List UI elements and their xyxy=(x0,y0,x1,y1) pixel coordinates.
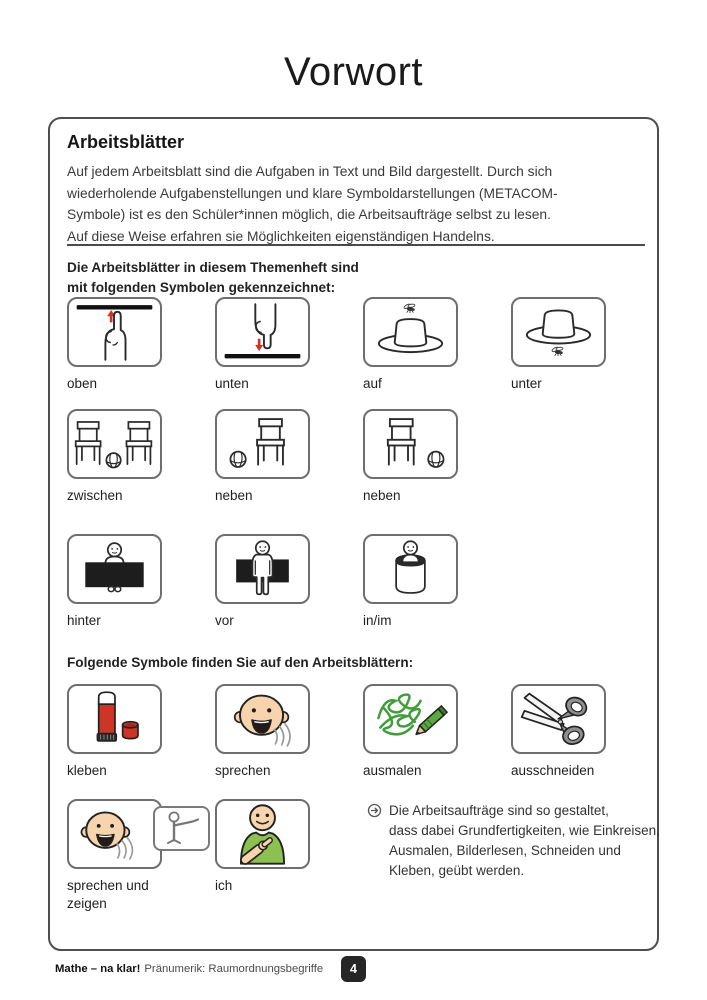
symbol-label: ausmalen xyxy=(363,763,422,778)
symbol-box xyxy=(67,799,162,869)
symbol-cell-kleben xyxy=(67,684,215,780)
section1-heading-line: mit folgenden Symbolen gekennzeichnet: xyxy=(67,280,336,295)
symbol-label: unter xyxy=(511,376,542,391)
scissors-icon xyxy=(513,684,604,754)
speaking-and-pointing-icon xyxy=(69,799,160,869)
symbol-cell-ausschneiden xyxy=(511,684,659,780)
ball-icon xyxy=(428,452,443,467)
symbol-label: in/im xyxy=(363,613,392,628)
intro-paragraph xyxy=(67,161,558,247)
symbol-cell-ich xyxy=(215,799,363,913)
symbol-cell-unten xyxy=(215,297,363,393)
symbol-label: sprechen xyxy=(215,763,271,778)
person-behind-table-icon xyxy=(69,534,160,604)
section2-heading-line: Folgende Symbole finden Sie auf den Arbeitsblättern: xyxy=(67,655,414,670)
symbol-cell-zwischen xyxy=(67,409,215,505)
symbol-cell-sprechen-zeigen xyxy=(67,799,215,913)
symbol-box xyxy=(363,409,458,479)
note-line: Kleben, geübt werden. xyxy=(389,863,525,878)
symbol-label: sprechen und zeigen xyxy=(67,878,149,911)
section1-heading xyxy=(67,258,359,298)
symbol-box xyxy=(363,684,458,754)
symbol-cell-sprechen xyxy=(215,684,363,780)
symbol-box xyxy=(363,297,458,367)
symbol-box xyxy=(215,297,310,367)
symbol-row-4 xyxy=(67,684,659,780)
symbol-label: hinter xyxy=(67,613,101,628)
divider xyxy=(67,244,645,246)
intro-line: Symbole) ist es den Schüler*innen möglich, die Arbeitsaufträge selbst zu lesen. xyxy=(67,207,551,222)
symbol-cell-hinter xyxy=(67,534,215,630)
symbol-cell-in-im xyxy=(363,534,511,630)
fly-icon xyxy=(551,346,563,356)
ball-beside-chair-left-icon xyxy=(217,409,308,479)
self-pointing-person-icon xyxy=(217,799,308,869)
note xyxy=(367,801,667,881)
ball-beside-chair-right-icon xyxy=(365,409,456,479)
ball-icon xyxy=(106,453,120,467)
pointing-person-inset-icon xyxy=(157,810,206,847)
symbol-label: auf xyxy=(363,376,382,391)
footer xyxy=(55,963,323,975)
symbol-label: neben xyxy=(215,488,253,503)
fly-icon xyxy=(403,303,415,313)
ball-icon xyxy=(230,452,245,467)
fly-on-hat-icon xyxy=(365,297,456,367)
symbol-box xyxy=(215,684,310,754)
intro-line: Auf diese Weise erfahren sie Möglichkeiten eigenständigen Handelns. xyxy=(67,228,495,244)
section1-heading-line: Die Arbeitsblätter in diesem Themenheft sind xyxy=(67,260,359,275)
speaking-face-icon xyxy=(217,684,308,754)
intro-line: Auf jedem Arbeitsblatt sind die Aufgaben in Text und Bild dargestellt. Durch sich xyxy=(67,164,553,179)
fly-under-hat-icon xyxy=(513,297,604,367)
symbol-box xyxy=(363,534,458,604)
hand-pointing-down-icon xyxy=(217,297,308,367)
note-arrow-icon xyxy=(367,803,382,881)
symbol-label: kleben xyxy=(67,763,107,778)
symbol-box xyxy=(67,534,162,604)
symbol-box xyxy=(67,297,162,367)
symbol-box xyxy=(215,799,310,869)
symbol-cell-neben-right xyxy=(363,409,511,505)
symbol-row-3 xyxy=(67,534,511,630)
footer-subtitle: Pränumerik: Raumordnungsbegriffe xyxy=(144,963,324,975)
pointing-person-inset-frame xyxy=(153,806,210,851)
ball-between-chairs-icon xyxy=(69,409,160,479)
symbol-cell-ausmalen xyxy=(363,684,511,780)
pencil-icon xyxy=(413,706,447,738)
symbol-row-2 xyxy=(67,409,511,505)
symbol-label: oben xyxy=(67,376,98,391)
note-text xyxy=(389,801,660,881)
page-title: Vorwort xyxy=(283,50,424,94)
panel-heading: Arbeitsblätter xyxy=(67,132,185,152)
symbol-row-1 xyxy=(67,297,659,393)
symbol-box xyxy=(511,684,606,754)
section2-heading xyxy=(67,653,413,673)
symbol-box xyxy=(215,409,310,479)
symbol-cell-auf xyxy=(363,297,511,393)
worksheet-panel xyxy=(48,117,659,951)
symbol-label: vor xyxy=(215,613,234,628)
coloring-scribble-icon xyxy=(365,684,456,754)
person-in-container-icon xyxy=(365,534,456,604)
symbol-label: neben xyxy=(363,488,401,503)
symbol-cell-oben xyxy=(67,297,215,393)
symbol-cell-unter xyxy=(511,297,659,393)
note-line: Die Arbeitsaufträge sind so gestaltet, xyxy=(389,803,609,818)
symbol-cell-neben-left xyxy=(215,409,363,505)
hand-pointing-up-icon xyxy=(69,297,160,367)
footer-brand: Mathe – na klar! xyxy=(55,963,141,975)
symbol-box xyxy=(67,409,162,479)
glue-stick-icon xyxy=(69,684,160,754)
symbol-cell-vor xyxy=(215,534,363,630)
symbol-box xyxy=(511,297,606,367)
symbol-label: unten xyxy=(215,376,249,391)
page-number-badge: 4 xyxy=(341,956,366,982)
symbol-label: ausschneiden xyxy=(511,763,595,778)
symbol-row-5 xyxy=(67,799,363,913)
symbol-box xyxy=(215,534,310,604)
note-line: Ausmalen, Bilderlesen, Schneiden und xyxy=(389,843,621,858)
symbol-label: zwischen xyxy=(67,488,123,503)
note-line: dass dabei Grundfertigkeiten, wie Einkreisen, xyxy=(389,823,660,838)
person-in-front-of-table-icon xyxy=(217,534,308,604)
intro-line: wiederholende Aufgabenstellungen und klare Symboldarstellungen (METACOM- xyxy=(67,185,558,201)
symbol-label: ich xyxy=(215,878,233,893)
symbol-box xyxy=(67,684,162,754)
